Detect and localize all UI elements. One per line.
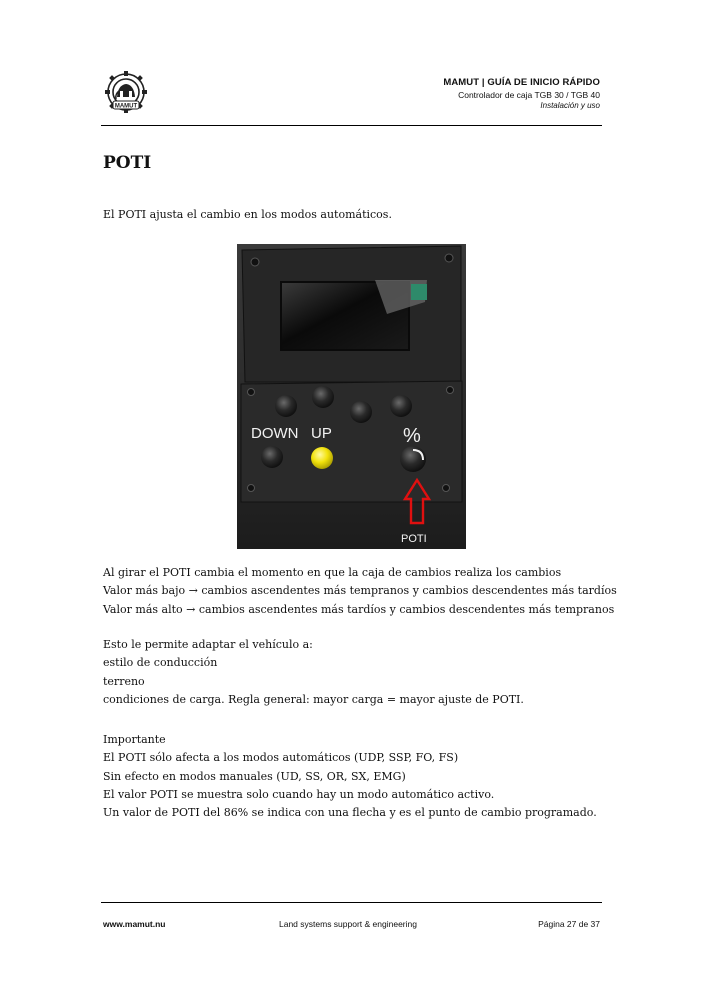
- text-line: Esto le permite adaptar el vehículo a:: [103, 638, 313, 651]
- header-divider: [101, 125, 602, 126]
- text-line: condiciones de carga. Regla general: mayor carga = mayor ajuste de POTI.: [103, 692, 524, 706]
- up-button: [311, 447, 333, 469]
- text-line: El POTI sólo afecta a los modos automáticos (UDP, SSP, FO, FS): [103, 751, 459, 765]
- percent-label: %: [403, 425, 421, 447]
- intro-line: El POTI ajusta el cambio en los modos automáticos.: [103, 208, 392, 221]
- text-line: El valor POTI se muestra solo cuando hay un modo automático activo.: [103, 787, 495, 801]
- button-top-2: [312, 386, 334, 408]
- poti-label: POTI: [401, 533, 427, 545]
- footer-divider: [101, 902, 602, 903]
- down-button: [261, 446, 283, 468]
- button-top-3: [350, 401, 372, 423]
- text-line: Valor más bajo → cambios ascendentes más tempranos y cambios descendentes más tardíos: [103, 584, 617, 598]
- text-line: Un valor de POTI del 86% se indica con una flecha y es el punto de cambio programado.: [103, 806, 597, 820]
- up-label: UP: [311, 425, 332, 442]
- header-section: Instalación y uso: [540, 101, 600, 110]
- text-line: Al girar el POTI cambia el momento en que la caja de cambios realiza los cambios: [103, 566, 562, 579]
- text-line: Valor más alto → cambios ascendentes más tardíos y cambios descendentes más tempranos: [103, 602, 615, 616]
- text-line: terreno: [103, 674, 145, 688]
- header-title: MAMUT | GUÍA DE INICIO RÁPIDO: [443, 77, 600, 88]
- button-top-1: [275, 395, 297, 417]
- intro-paragraph: [103, 206, 392, 224]
- text-line: Sin efecto en modos manuales (UD, SS, OR, SX, EMG): [103, 769, 406, 783]
- mamut-logo: [101, 70, 151, 116]
- logo-wordmark: MAMUT: [114, 103, 138, 110]
- document-header: [443, 77, 600, 110]
- paragraph-effect: [103, 564, 617, 619]
- footer-page-number: Página 27 de 37: [538, 919, 600, 929]
- text-line: estilo de conducción: [103, 656, 218, 670]
- paragraph-important: [103, 731, 597, 822]
- button-top-4: [390, 395, 412, 417]
- section-heading: POTI: [103, 153, 152, 173]
- controller-photo: [237, 244, 466, 549]
- footer-website: www.mamut.nu: [103, 919, 166, 929]
- important-heading: Importante: [103, 733, 166, 746]
- footer-tagline: Land systems support & engineering: [279, 919, 417, 929]
- down-label: DOWN: [251, 425, 299, 442]
- paragraph-adapt: [103, 636, 524, 709]
- header-subtitle: Controlador de caja TGB 30 / TGB 40: [458, 90, 600, 100]
